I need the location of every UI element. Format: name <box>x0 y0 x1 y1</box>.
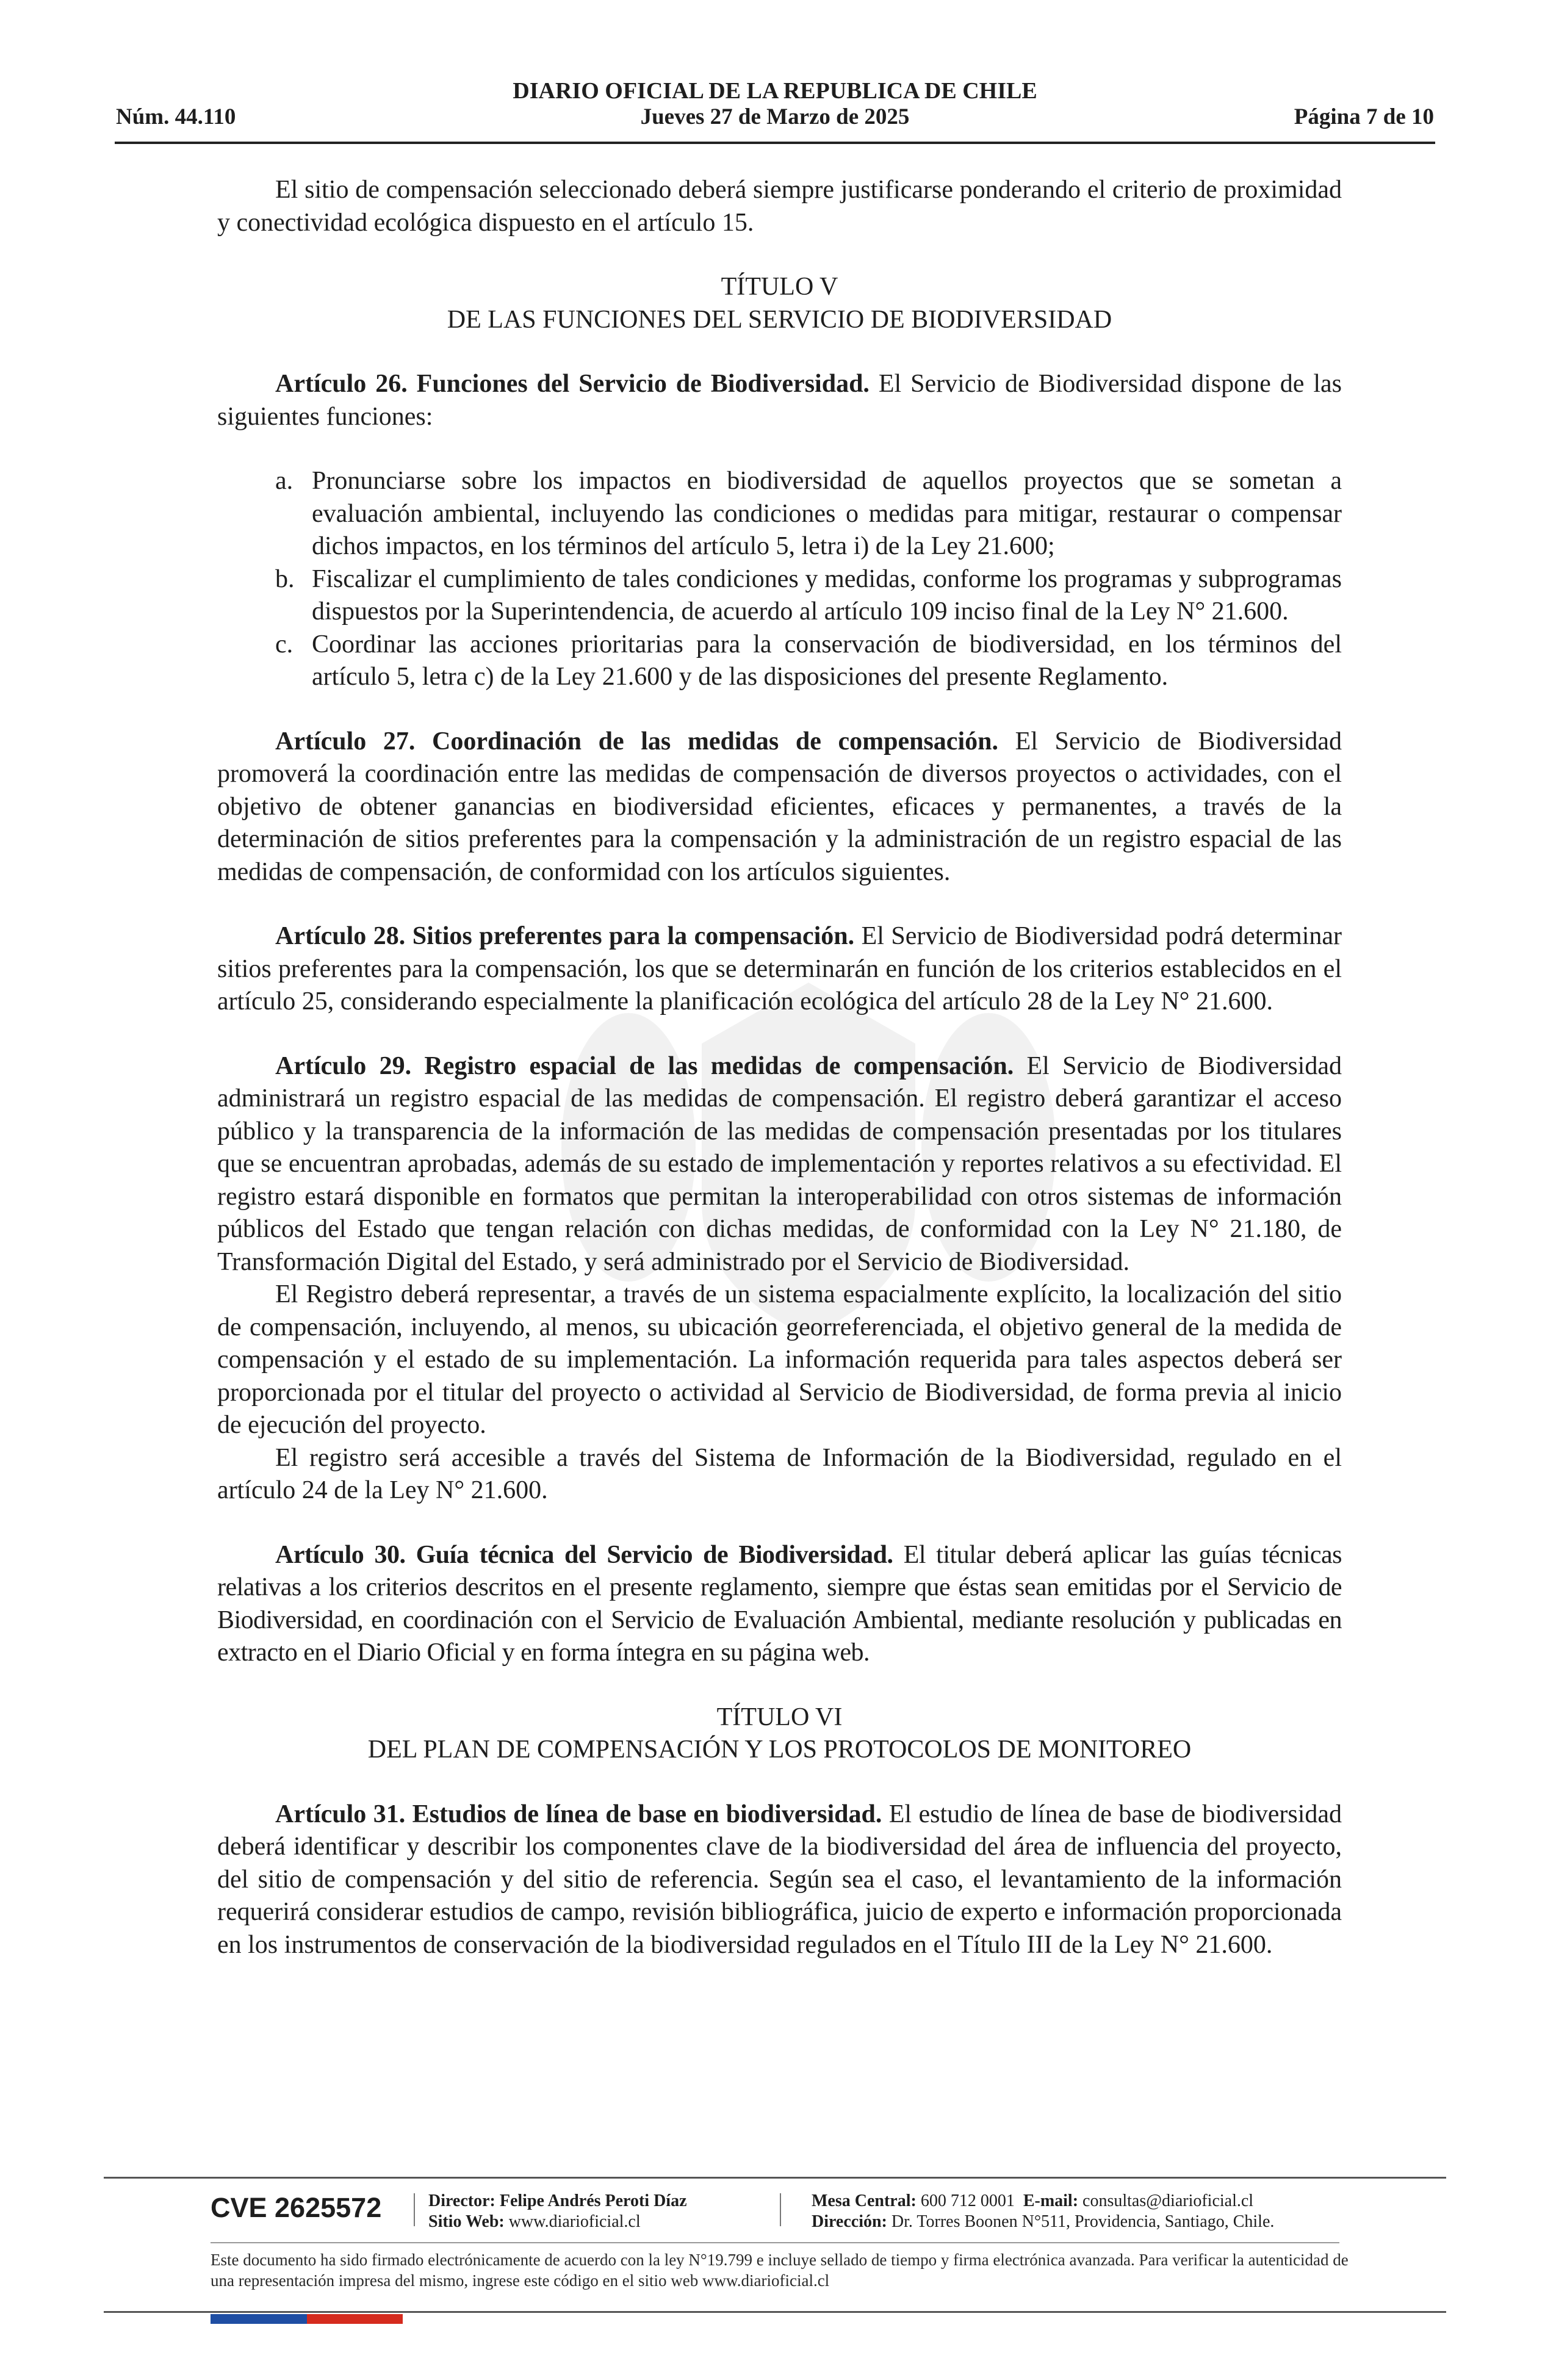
publication-name: DIARIO OFICIAL DE LA REPUBLICA DE CHILE <box>513 78 1037 104</box>
list-item-label: b. <box>275 564 295 593</box>
header-divider <box>115 142 1435 144</box>
director-name: Felipe Andrés Peroti Díaz <box>499 2191 687 2210</box>
address-label: Dirección: <box>812 2212 887 2231</box>
article-30-heading: Artículo 30. Guía técnica del Servicio de Biodiversidad. <box>275 1540 893 1569</box>
mesa-phone: 600 712 0001 <box>920 2191 1015 2210</box>
article-30 <box>217 1539 1342 1670</box>
site-link[interactable]: www.diarioficial.cl <box>508 2212 641 2231</box>
director-label: Director: <box>428 2191 495 2210</box>
title-v-name: DE LAS FUNCIONES DEL SERVICIO DE BIODIVERSIDAD <box>447 305 1112 334</box>
article-29-text: El Servicio de Biodiversidad administrará un registro espacial de las medidas de compensación. El registro deberá garantizar el acceso público y la transparencia de la información de las medidas de compensación presentadas por los titulares que se encuentran aprobadas, además de su estado de implementación y reportes relativos a su efectividad. El registro estará disponible en formatos que permitan la interoperabilidad con otros sistemas de información públicos del Estado que tengan relación con dichas medidas, de conformidad con la Ley N° 21.180, de Transformación Digital del Estado, y será administrado por el Servicio de Biodiversidad. <box>217 1051 1342 1276</box>
article-27-heading: Artículo 27. Coordinación de las medidas de compensación. <box>275 727 998 755</box>
article-26-text: El Servicio de Biodiversidad dispone de las siguientes funciones: <box>217 370 1342 431</box>
flag-red <box>307 2314 403 2324</box>
publication-date: Jueves 27 de Marzo de 2025 <box>640 104 910 129</box>
article-28 <box>217 920 1342 1019</box>
footer-divider-bottom <box>104 2311 1446 2313</box>
list-item-label: a. <box>275 467 294 495</box>
list-item <box>217 629 1342 694</box>
article-28-heading: Artículo 28. Sitios preferentes para la compensación. <box>275 922 855 950</box>
cve-code: CVE 2625572 <box>211 2192 382 2223</box>
document-body <box>217 174 1342 1961</box>
list-item <box>217 465 1342 563</box>
article-26-heading: Artículo 26. Funciones del Servicio de Biodiversidad. <box>275 370 870 398</box>
list-item <box>217 563 1342 629</box>
footer-director-block <box>428 2191 687 2232</box>
flag-stripe <box>211 2314 403 2324</box>
list-item-label: c. <box>275 630 294 658</box>
article-28-text: El Servicio de Biodiversidad podrá determinar sitios preferentes para la compensación, los que se determinarán en función de los criterios establecidos en el artículo 25, considerando especialmente la planificación ecológica del artículo 28 de la Ley N° 21.600. <box>217 922 1342 1015</box>
article-29-paragraph-3: El registro será accesible a través del Sistema de Información de la Biodiversidad, regulado en el artículo 24 de la Ley N° 21.600. <box>217 1443 1342 1504</box>
email-label: E-mail: <box>1023 2191 1079 2210</box>
footer-divider-top <box>104 2177 1446 2179</box>
intro-paragraph: El sitio de compensación seleccionado deberá siempre justificarse ponderando el criterio de proximidad y conectividad ecológica dispuesto en el artículo 15. <box>217 176 1342 237</box>
footer-separator <box>780 2193 781 2226</box>
list-item-text: Fiscalizar el cumplimiento de tales condiciones y medidas, conforme los programas y subprogramas dispuestos por la Superintendencia, de acuerdo al artículo 109 inciso final de la Ley N° 21.600. <box>312 564 1342 626</box>
title-v-label: TÍTULO V <box>721 273 838 301</box>
article-29-heading: Artículo 29. Registro espacial de las medidas de compensación. <box>275 1051 1014 1080</box>
title-vi-label: TÍTULO VI <box>716 1703 843 1731</box>
list-item-text: Pronunciarse sobre los impactos en biodiversidad de aquellos proyectos que se sometan a evaluación ambiental, incluyendo las condiciones o medidas para mitigar, restaurar o compensar dichos impactos, en los términos del artículo 5, letra i) de la Ley 21.600; <box>312 467 1342 560</box>
header-center <box>116 78 1434 131</box>
page-number: Página 7 de 10 <box>1294 104 1434 129</box>
page-header <box>116 78 1434 142</box>
article-31-text: El estudio de línea de base de biodiversidad deberá identificar y describir los componentes clave de la biodiversidad del área de influencia del proyecto, del sitio de compensación y del sitio de referencia. Según sea el caso, el levantamiento de la información requerirá considerar estudios de campo, revisión bibliográfica, juicio de experto e información proporcionada en los instrumentos de conservación de la biodiversidad regulados en el Título III de la Ley N° 21.600. <box>217 1800 1342 1959</box>
article-30-text: El titular deberá aplicar las guías técnicas relativas a los criterios descritos en el presente reglamento, siempre que éstas sean emitidas por el Servicio de Biodiversidad, en coordinación con el Servicio de Evaluación Ambiental, mediante resolución y publicadas en extracto en el Diario Oficial y en forma íntegra en su página web. <box>217 1540 1342 1667</box>
article-31-heading: Artículo 31. Estudios de línea de base en biodiversidad. <box>275 1800 882 1828</box>
address-text: Dr. Torres Boonen N°511, Providencia, Santiago, Chile. <box>891 2212 1275 2231</box>
title-vi-name: DEL PLAN DE COMPENSACIÓN Y LOS PROTOCOLOS DE MONITOREO <box>367 1736 1192 1764</box>
article-27 <box>217 726 1342 889</box>
article-31 <box>217 1798 1342 1962</box>
site-label: Sitio Web: <box>428 2212 505 2231</box>
article-27-text: El Servicio de Biodiversidad promoverá la coordinación entre las medidas de compensación de diversos proyectos o actividades, con el objetivo de obtener ganancias en biodiversidad eficientes, eficaces y permanentes, a través de la determinación de sitios preferentes para la compensación y la administración de un registro espacial de las medidas de compensación, de conformidad con los artículos siguientes. <box>217 727 1342 886</box>
issue-number: Núm. 44.110 <box>116 104 236 129</box>
footer-divider-middle <box>211 2242 1339 2243</box>
legal-notice: Este documento ha sido firmado electrónicamente de acuerdo con la ley N°19.799 e incluye sellado de tiempo y firma electrónica avanzada. Para verificar la autenticidad de una representación impresa del mismo, ingrese este código en el sitio web www.diarioficial.cl <box>211 2251 1349 2290</box>
flag-blue <box>211 2314 307 2324</box>
article-29-paragraph-2: El Registro deberá representar, a través de un sistema espacialmente explícito, la localización del sitio de compensación, incluyendo, al menos, su ubicación georreferenciada, el objetivo general de la medida de compensación y el estado de su implementación. La información requerida para tales aspectos deberá ser proporcionada por el titular del proyecto o actividad al Servicio de Biodiversidad, de forma previa al inicio de ejecución del proyecto. <box>217 1280 1342 1439</box>
mesa-label: Mesa Central: <box>812 2191 917 2210</box>
article-26 <box>217 368 1342 433</box>
footer-separator <box>414 2193 415 2226</box>
article-29 <box>217 1050 1342 1279</box>
footer-contact-block <box>812 2191 1274 2232</box>
list-item-text: Coordinar las acciones prioritarias para la conservación de biodiversidad, en los términos del artículo 5, letra c) de la Ley 21.600 y de las disposiciones del presente Reglamento. <box>312 630 1342 691</box>
email-link[interactable]: consultas@diarioficial.cl <box>1082 2191 1254 2210</box>
